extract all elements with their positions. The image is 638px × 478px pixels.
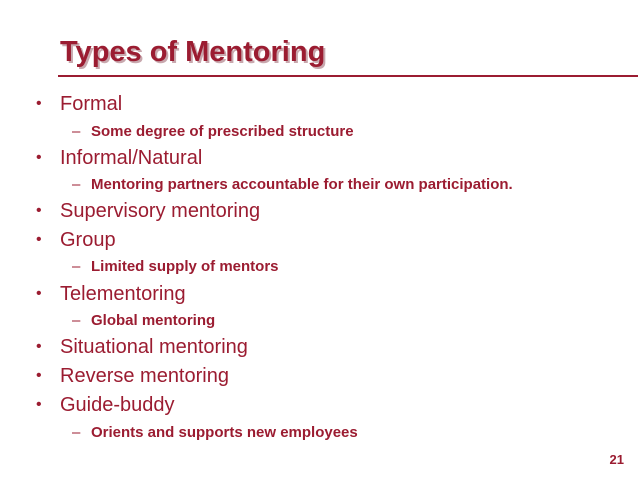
bullet-icon: • xyxy=(36,231,42,248)
dash-icon: – xyxy=(72,176,81,193)
dash-icon: – xyxy=(72,424,81,441)
sub-item-text: Orients and supports new employees xyxy=(91,424,358,441)
sub-item-text: Global mentoring xyxy=(91,312,216,329)
sub-item-text: Some degree of prescribed structure xyxy=(91,123,354,140)
bullet-icon: • xyxy=(36,202,42,219)
bullet-text: Informal/Natural xyxy=(60,147,203,169)
bullet-text: Reverse mentoring xyxy=(60,365,229,387)
bullet-text: Supervisory mentoring xyxy=(60,200,261,222)
bullet-icon: • xyxy=(36,367,42,384)
bullet-item-group xyxy=(36,229,116,252)
bullet-icon: • xyxy=(36,149,42,166)
title-underline xyxy=(58,75,638,77)
bullet-text: Group xyxy=(60,229,116,251)
bullet-icon: • xyxy=(36,338,42,355)
bullet-text: Telementoring xyxy=(60,283,186,305)
bullet-icon: • xyxy=(36,285,42,302)
bullet-item-supervisory xyxy=(36,200,260,223)
bullet-item-telementoring xyxy=(36,283,186,306)
sub-item-informal xyxy=(72,176,513,193)
sub-item-text: Mentoring partners accountable for their own participation. xyxy=(91,176,513,193)
slide-title: Types of Mentoring xyxy=(60,36,326,68)
bullet-text: Guide-buddy xyxy=(60,394,175,416)
page-number: 21 xyxy=(609,452,624,467)
bullet-item-situational xyxy=(36,336,248,359)
sub-item-group xyxy=(72,258,279,275)
sub-item-formal xyxy=(72,123,354,140)
bullet-text: Situational mentoring xyxy=(60,336,248,358)
sub-item-text: Limited supply of mentors xyxy=(91,258,279,275)
dash-icon: – xyxy=(72,258,81,275)
bullet-icon: • xyxy=(36,396,42,413)
bullet-text: Formal xyxy=(60,93,123,115)
bullet-item-reverse xyxy=(36,365,229,388)
bullet-item-informal xyxy=(36,147,202,170)
bullet-icon: • xyxy=(36,95,42,112)
sub-item-telementoring xyxy=(72,312,215,329)
bullet-item-guide-buddy xyxy=(36,394,175,417)
sub-item-guide-buddy xyxy=(72,424,358,441)
bullet-item-formal xyxy=(36,93,122,116)
dash-icon: – xyxy=(72,123,81,140)
dash-icon: – xyxy=(72,312,81,329)
